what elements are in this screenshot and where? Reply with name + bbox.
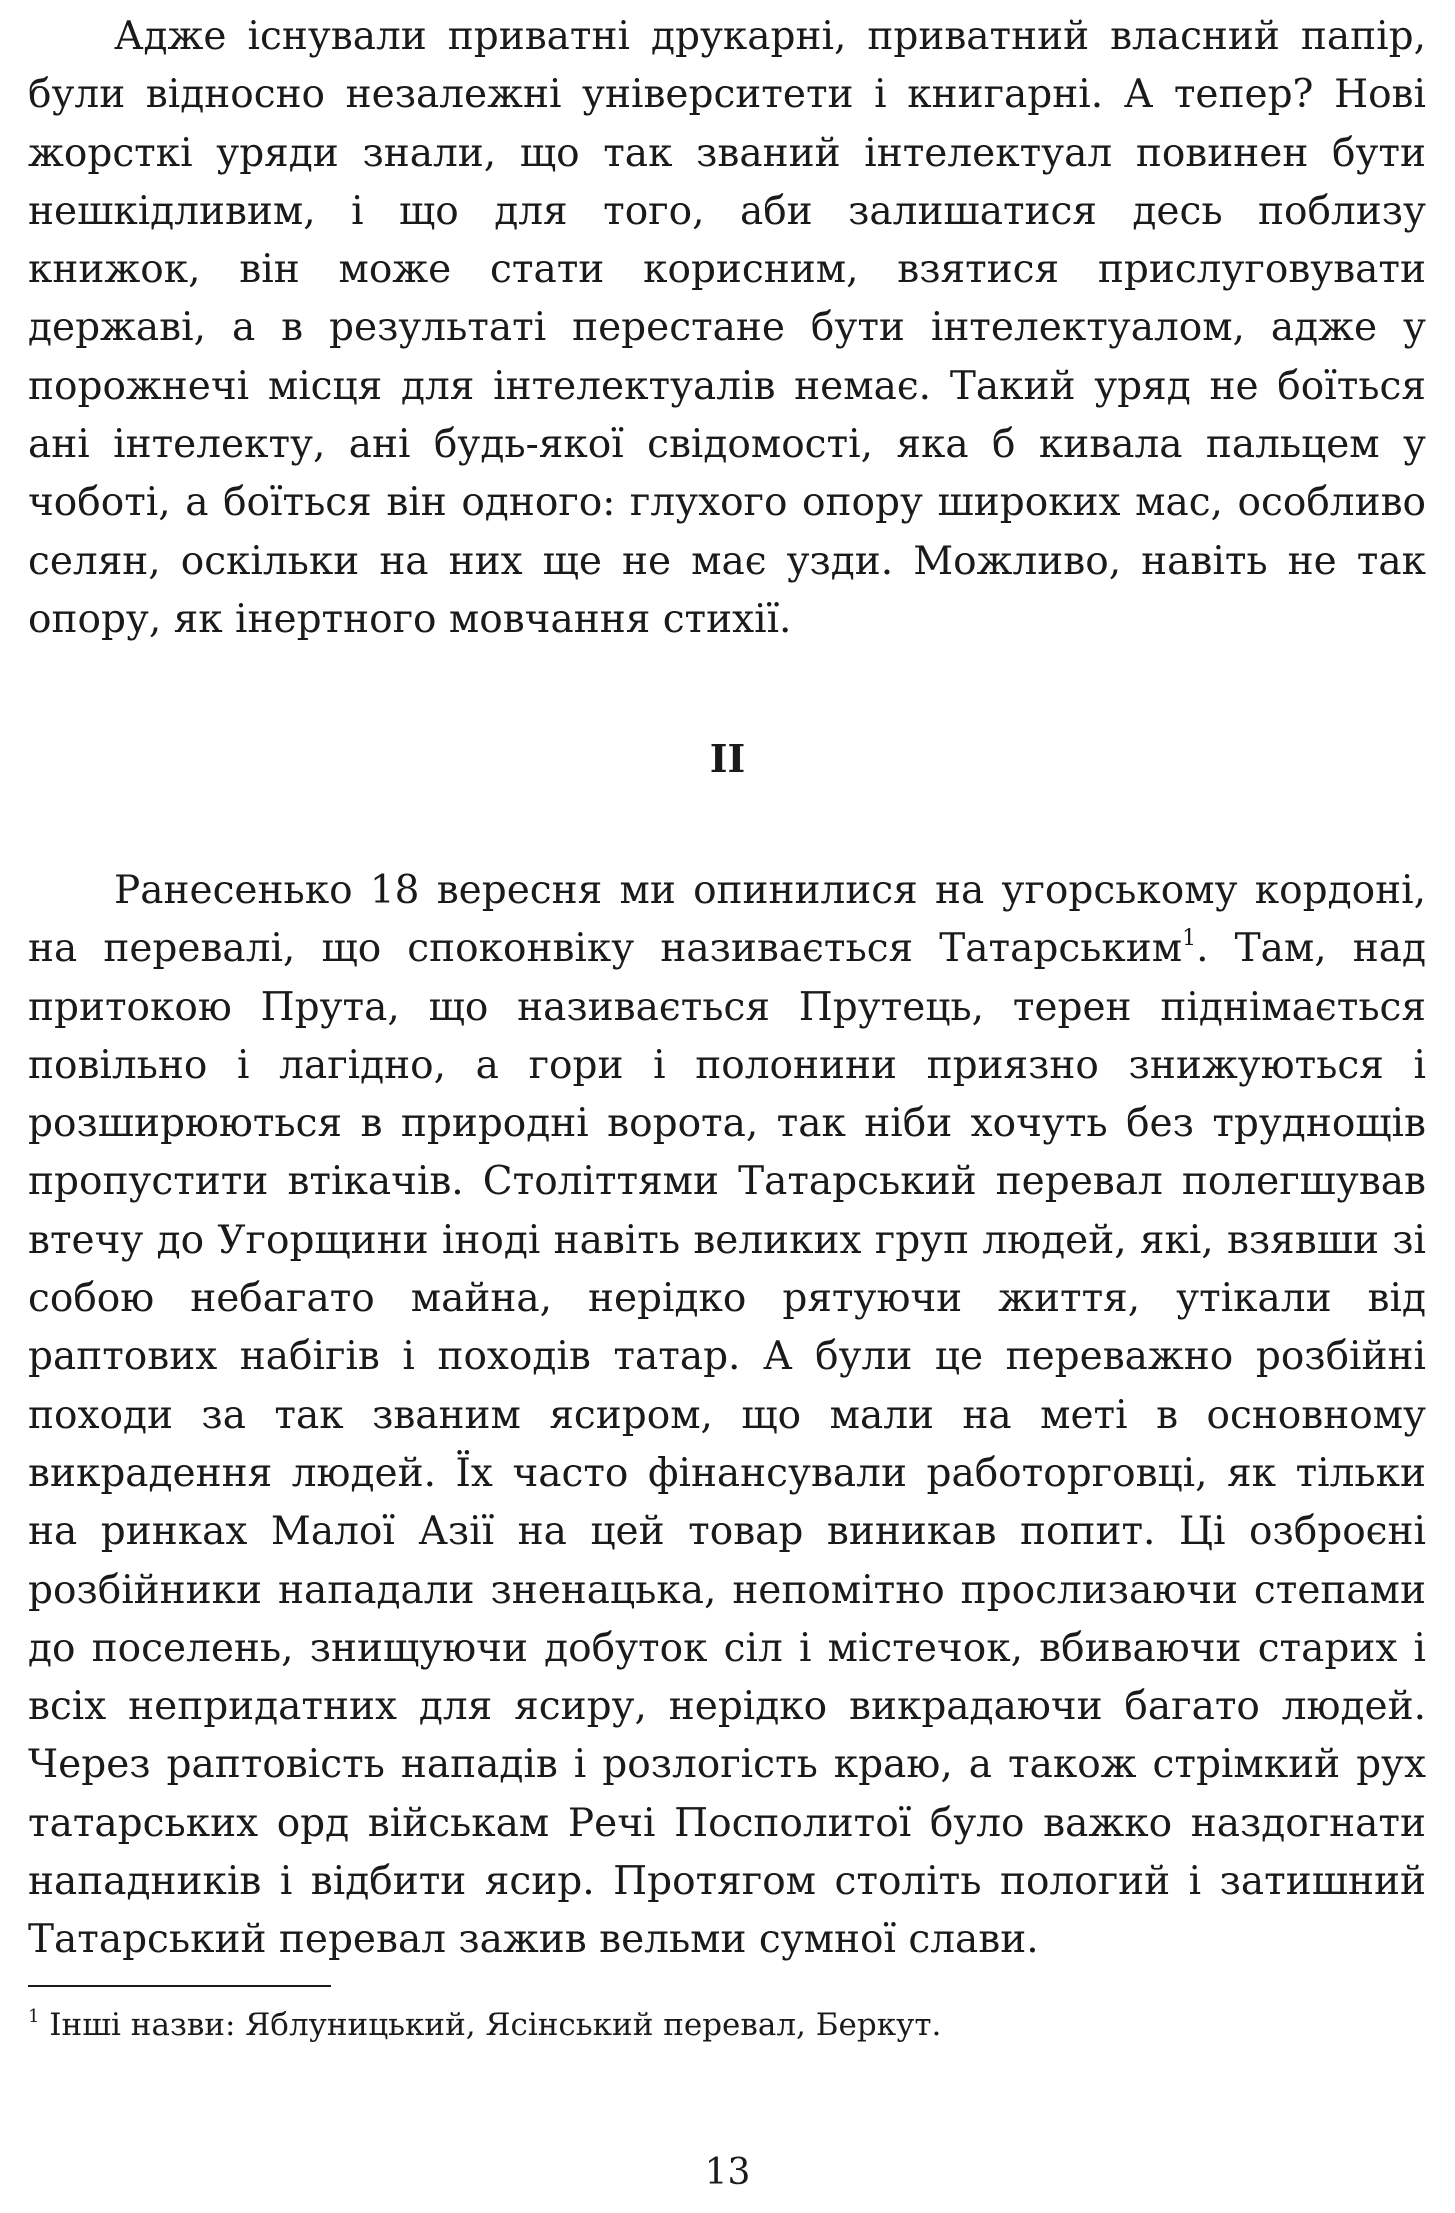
- page-number: 13: [704, 2152, 751, 2193]
- section-heading: II: [709, 736, 746, 781]
- section-paragraph-text-start: Ранесенько 18 вересня ми опинилися на угорському кордоні, на перевалі, що споконвіку називається Татарським: [28, 868, 1426, 972]
- continuation-paragraph: Адже існували приватні друкарні, приватний власний папір, були відносно незалежні університети і книгарні. А тепер? Нові жорсткі уряди знали, що так званий інтелектуал повинен бути нешкідливим, і що для того, аби залишатися десь поблизу книжок, він може стати корисним, взятися прислуговувати державі, а в результаті перестане бути інтелектуалом, адже у порожнечі місця для інтелектуалів немає. Такий уряд не боїться ані інтелекту, ані будь-якої свідомості, яка б кивала пальцем у чоботі, а боїться він одного: глухого опору широких мас, особливо селян, оскільки на них ще не має узди. Можливо, навіть не так опору, як інертного мовчання стихії.: [28, 14, 1426, 642]
- section-paragraph-text-rest: . Там, над притокою Прута, що називається Прутець, терен піднімається повільно і лагідно, а гори і полонини приязно знижуються і розширюються в природні ворота, так ніби хочуть без труднощів пропустити втікачів. Століттями Татарський перевал полегшував втечу до Угорщини іноді навіть великих груп людей, які, взявши зі собою небагато майна, нерідко рятуючи життя, утікали від раптових набігів і походів татар. А були це переважно розбійні походи за так званим ясиром, що мали на меті в основному викрадення людей. Їх часто фінансували работорговці, як тільки на ринках Малої Азії на цей товар виникав попит. Ці озброєні розбійники нападали зненацька, непомітно прослизаючи степами до поселень, знищуючи добуток сіл і містечок, вбиваючи старих і всіх непридатних для ясиру, нерідко викрадаючи багато людей. Через раптовість нападів і розлогість краю, а також стрімкий рух татарських орд військам Речі Посполитої було важко наздогнати нападників і відбити ясир. Протягом століть пологий і затишний Татарський перевал зажив вельми сумної слави.: [28, 926, 1426, 1963]
- section-paragraph-block: [28, 862, 1426, 1970]
- footnote-reference: 1: [1182, 926, 1197, 952]
- footnote-marker: 1: [28, 2006, 40, 2027]
- continuation-paragraph-block: [28, 8, 1426, 649]
- footnote: [28, 2003, 1426, 2047]
- footnote-text: Інші назви: Яблуницький, Ясінський перевал, Беркут.: [39, 2007, 942, 2043]
- section-paragraph: [28, 862, 1426, 1970]
- footnote-divider: [28, 1985, 331, 1987]
